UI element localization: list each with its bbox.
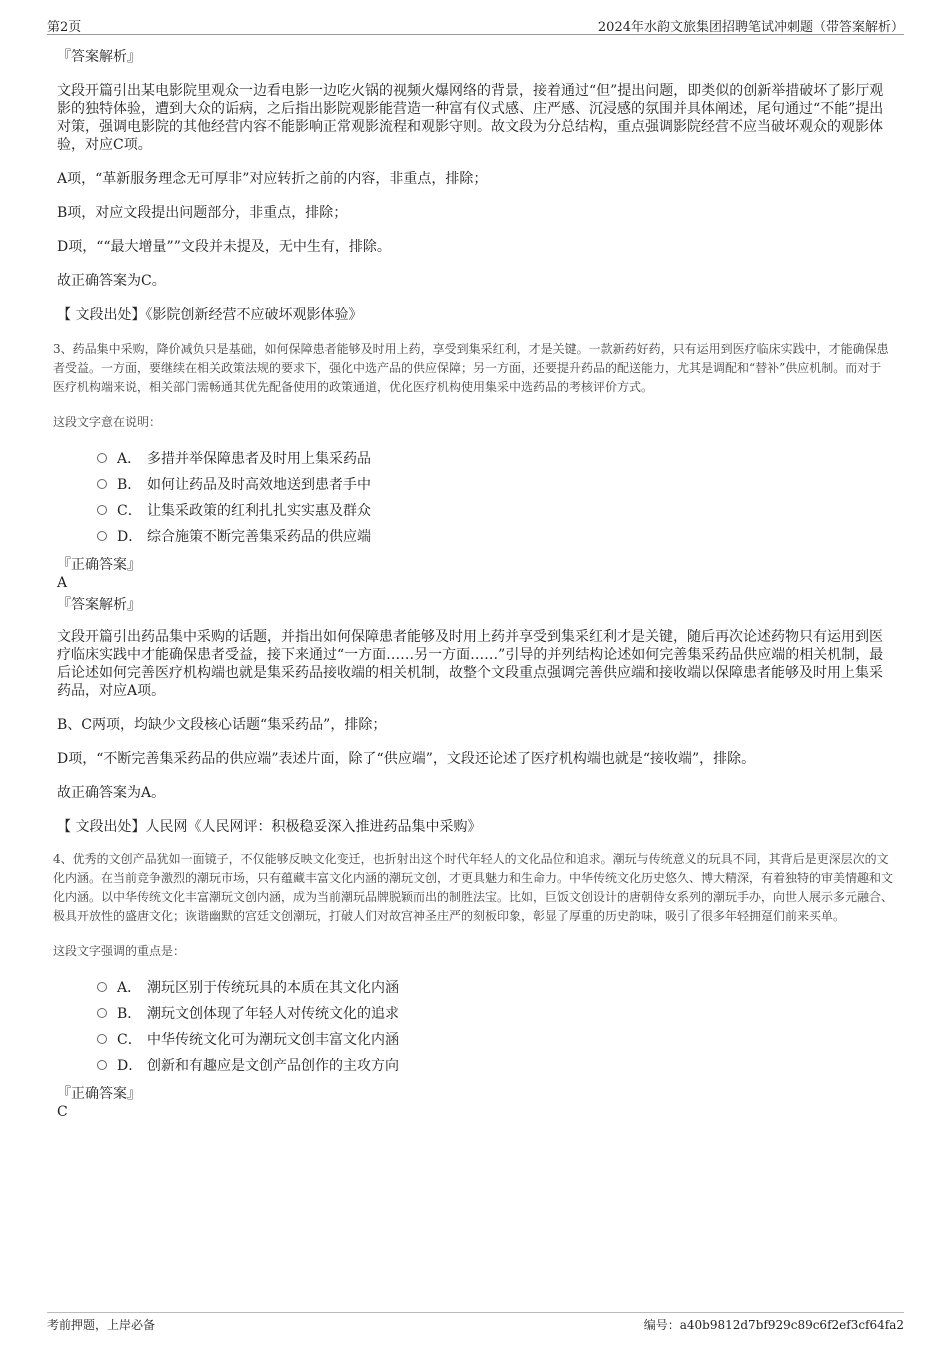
q3-prompt: 这段文字意在说明： <box>53 415 162 429</box>
q4-options <box>57 975 893 1079</box>
radio-icon[interactable] <box>97 1008 107 1018</box>
page-header <box>47 14 904 35</box>
q2-note-b: B项，对应文段提出问题部分，非重点，排除； <box>57 205 348 221</box>
q3-note-bc: B、C两项，均缺少文段核心话题“集采药品”，排除； <box>57 717 387 733</box>
q3-analysis: 文段开篇引出药品集中采购的话题，并指出如何保障患者能够及时用上药并享受到集采红利才是关键，随后再次论述药物只有运用到医疗临床实践中才能确保患者受益，接下来通过“一方面……另一方面……”引导的并列结构论述如何完善集采药品供应端的相关机制，最后论述如何完善医疗机构端也就是集采药品接收端的相关机制，故整个文段重点强调完善供应端和接收端以保障患者能够及时用上集采药品，对应A项。 <box>57 629 884 699</box>
q4-option-a[interactable]: A． 潮玩区别于传统玩具的本质在其文化内涵 <box>97 975 893 1001</box>
q3-answer: A <box>57 575 68 591</box>
q2-source: 【 文段出处】《影院创新经营不应破坏观影体验》 <box>57 307 363 323</box>
radio-icon[interactable] <box>97 453 107 463</box>
radio-icon[interactable] <box>97 1060 107 1070</box>
radio-icon[interactable] <box>97 1034 107 1044</box>
q3-note-d: D项，“不断完善集采药品的供应端”表述片面，除了“供应端”，文段还论述了医疗机构端也就是“接收端”，排除。 <box>57 751 756 767</box>
radio-icon[interactable] <box>97 479 107 489</box>
radio-icon[interactable] <box>97 531 107 541</box>
q3-conclusion: 故正确答案为A。 <box>57 785 166 801</box>
document-title: 2024年水韵文旅集团招聘笔试冲刺题（带答案解析） <box>597 20 904 35</box>
q3-source: 【 文段出处】人民网《人民网评：积极稳妥深入推进药品集中采购》 <box>57 819 482 835</box>
q3-option-c[interactable]: C． 让集采政策的红利扎扎实实惠及群众 <box>97 498 893 524</box>
page-content <box>53 44 894 1121</box>
q3-answer-label: 『正确答案』 <box>57 557 141 573</box>
radio-icon[interactable] <box>97 505 107 515</box>
q3-option-a[interactable]: A． 多措并举保障患者及时用上集采药品 <box>97 446 893 472</box>
q4-prompt: 这段文字强调的重点是： <box>53 944 186 958</box>
q2-analysis: 文段开篇引出某电影院里观众一边看电影一边吃火锅的视频火爆网络的背景，接着通过“但”提出问题，即类似的创新举措破坏了影厅观影的独特体验，遭到大众的诟病，之后指出影院观影能营造一种富有仪式感、庄严感、沉浸感的氛围并具体阐述，尾句通过“不能”提出对策，强调电影院的其他经营内容不能影响正常观影流程和观影守则。故文段为分总结构，重点强调影院经营不应当破坏观众的观影体验，对应C项。 <box>57 83 884 153</box>
footer-slogan: 考前押题，上岸必备 <box>47 1318 156 1332</box>
q4-option-d[interactable]: D． 创新和有趣应是文创产品创作的主攻方向 <box>97 1053 893 1079</box>
q4-answer: C <box>57 1104 68 1120</box>
q3-option-d[interactable]: D． 综合施策不断完善集采药品的供应端 <box>97 524 893 550</box>
q3-analysis-label: 『答案解析』 <box>57 597 141 613</box>
q2-analysis-label: 『答案解析』 <box>57 49 141 65</box>
q3-options <box>57 446 893 550</box>
document-id: 编号：a40b9812d7bf929c89c6f2ef3cf64fa2 <box>643 1318 904 1332</box>
q4-option-b[interactable]: B． 潮玩文创体现了年轻人对传统文化的追求 <box>97 1001 893 1027</box>
q2-note-d: D项，““最大增量””文段并未提及，无中生有，排除。 <box>57 239 391 255</box>
q2-note-a: A项，“革新服务理念无可厚非”对应转折之前的内容，非重点，排除； <box>57 171 488 187</box>
q3-stem: 3、药品集中采购，降价减负只是基础，如何保障患者能够及时用上药，享受到集采红利，才是关键。一款新药好药，只有运用到医疗临床实践中，才能确保患者受益。一方面，要继续在相关政策法规的要求下，强化中选产品的供应保障；另一方面，还要提升药品的配送能力，尤其是调配和“替补”供应机制。而对于医疗机构端来说，相关部门需畅通其优先配备使用的政策通道，优化医疗机构使用集采中选药品的考核评价方式。 <box>53 342 889 394</box>
q3-option-b[interactable]: B． 如何让药品及时高效地送到患者手中 <box>97 472 893 498</box>
page-footer <box>47 1312 904 1332</box>
q4-option-c[interactable]: C． 中华传统文化可为潮玩文创丰富文化内涵 <box>97 1027 893 1053</box>
page-number: 第2页 <box>47 20 82 35</box>
q4-stem: 4、优秀的文创产品犹如一面镜子，不仅能够反映文化变迁，也折射出这个时代年轻人的文化品位和追求。潮玩与传统意义的玩具不同，其背后是更深层次的文化内涵。在当前竞争激烈的潮玩市场，只有蕴藏丰富文化内涵的潮玩文创，才更具魅力和生命力。中华传统文化历史悠久、博大精深，有着独特的审美情趣和文化内涵。以中华传统文化丰富潮玩文创内涵，成为当前潮玩品牌脱颖而出的制胜法宝。比如，巨饭文创设计的唐朝侍女系列的潮玩手办，向世人展示多元融合、极具开放性的盛唐文化；诙谐幽默的宫廷文创潮玩，打破人们对故宫神圣庄严的刻板印象，彰显了厚重的历史韵味，吸引了很多年轻拥趸们前来买单。 <box>53 852 894 923</box>
radio-icon[interactable] <box>97 982 107 992</box>
q2-conclusion: 故正确答案为C。 <box>57 273 166 289</box>
q4-answer-label: 『正确答案』 <box>57 1086 141 1102</box>
